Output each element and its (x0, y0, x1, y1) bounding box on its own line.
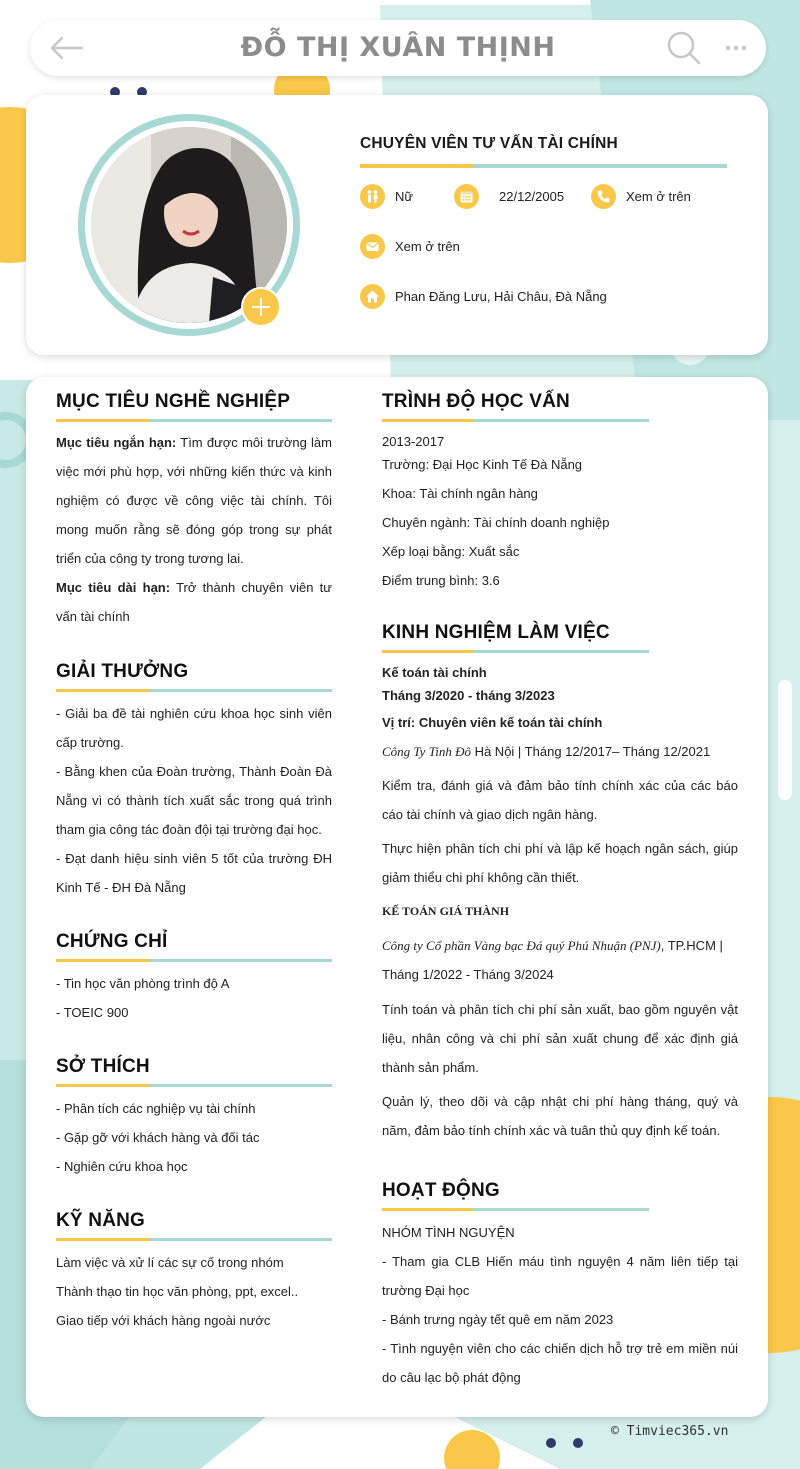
hobby-item: - Gặp gỡ với khách hàng và đối tác (56, 1130, 260, 1145)
skills-underline (56, 1238, 332, 1241)
experience-heading: KINH NGHIỆM LÀM VIỆC (382, 622, 610, 643)
job1-company-line (382, 737, 738, 766)
education-details (382, 450, 738, 595)
phone-info (591, 184, 691, 209)
job2-company-line (382, 931, 738, 989)
awards-heading: GIẢI THƯỞNG (56, 661, 189, 682)
job1-desc1: Kiểm tra, đánh giá và đảm bảo tính chính xác của các báo cáo tài chính và giao dịch ngân hàng. (382, 778, 738, 822)
certificate-item: - Tin học văn phòng trình độ A (56, 976, 230, 991)
objective-heading: MỤC TIÊU NGHỀ NGHIỆP (56, 391, 291, 412)
award-item: - Giải ba đề tài nghiên cứu khoa học sinh viên cấp trường. (56, 706, 332, 750)
certificates-heading: CHỨNG CHỈ (56, 931, 168, 952)
birthdate-value: 22/12/2005 (499, 189, 565, 204)
awards-underline (56, 689, 332, 692)
gender-info (360, 184, 413, 209)
job2-company-detail: , TP.HCM | (660, 938, 723, 953)
address-value: Phan Đăng Lưu, Hải Châu, Đà Nẵng (395, 289, 607, 304)
award-item: - Bằng khen của Đoàn trường, Thành Đoàn Đà Nẵng vì có thành tích xuất sắc trong quá trình tham gia công tác đoàn đội tại trường đại học. (56, 764, 332, 837)
more-options-icon[interactable] (724, 38, 748, 58)
job-title: CHUYÊN VIÊN TƯ VẤN TÀI CHÍNH (360, 135, 618, 152)
education-faculty: Khoa: Tài chính ngân hàng (382, 486, 538, 501)
education-major: Chuyên ngành: Tài chính doanh nghiệp (382, 515, 610, 530)
email-icon (360, 234, 385, 259)
phone-icon (591, 184, 616, 209)
top-bar (30, 20, 766, 76)
job2-desc2: Quản lý, theo dõi và cập nhật chi phí hàng tháng, quý và năm, đảm bảo tính chính xác và tuân thủ quy định kế toán. (382, 1094, 738, 1138)
activities-underline (382, 1208, 649, 1211)
birthdate-info (454, 184, 564, 209)
skill-item: Làm việc và xử lí các sự cố trong nhóm (56, 1255, 284, 1270)
gender-value: Nữ (395, 189, 414, 204)
footer-credit: © Timviec365.vn (611, 1424, 729, 1439)
home-icon (360, 284, 385, 309)
activity-item: - Tham gia CLB Hiến máu tình nguyện 4 năm liên tiếp tại trường Đại học (382, 1254, 738, 1298)
hobby-item: - Phân tích các nghiệp vụ tài chính (56, 1101, 256, 1116)
education-underline (382, 419, 649, 422)
email-info (360, 234, 460, 259)
education-gpa: Điểm trung bình: 3.6 (382, 573, 500, 588)
skills-list (56, 1248, 332, 1335)
job1-title: Kế toán tài chính (382, 665, 487, 680)
experience-underline (382, 650, 649, 653)
job1-desc2: Thực hiện phân tích chi phí và lập kế hoạch ngân sách, giúp giảm thiểu chi phí không cần thiết. (382, 841, 738, 885)
calendar-icon (454, 184, 479, 209)
skill-item: Giao tiếp với khách hàng ngoài nước (56, 1313, 271, 1328)
short-term-label: Mục tiêu ngắn hạn: (56, 435, 177, 450)
education-school: Trường: Đại Học Kinh Tế Đà Nẵng (382, 457, 583, 472)
activities-heading: HOẠT ĐỘNG (382, 1180, 500, 1201)
education-period: 2013-2017 (382, 434, 445, 449)
skill-item: Thành thạo tin học văn phòng, ppt, excel.. (56, 1284, 299, 1299)
activities-group: NHÓM TÌNH NGUYỆN (382, 1225, 515, 1240)
job1-company-detail: Hà Nội | Tháng 12/2017– Tháng 12/2021 (470, 744, 711, 759)
job2-company: Công ty Cổ phần Vàng bạc Đá quý Phú Nhuận (PNJ) (382, 938, 661, 953)
objective-underline (56, 419, 332, 422)
awards-list (56, 699, 332, 902)
certificates-underline (56, 959, 332, 962)
address-info (360, 284, 607, 309)
job-title-underline (360, 164, 727, 168)
hobbies-underline (56, 1084, 332, 1087)
main-content-card (26, 377, 768, 1417)
activity-item: - Tình nguyện viên cho các chiến dịch hỗ trợ trẻ em miền núi do câu lạc bộ phát động (382, 1341, 738, 1385)
job2-title: KẾ TOÁN GIÁ THÀNH (382, 904, 510, 918)
gender-icon (360, 184, 385, 209)
job2-desc1: Tính toán và phân tích chi phí sản xuất, bao gồm nguyên vật liệu, nhân công và chi phí sản xuất chung để xác định giá thành sản phẩm. (382, 1002, 738, 1075)
objective-text (56, 428, 332, 631)
skills-heading: KỸ NĂNG (56, 1210, 146, 1231)
activities-list (382, 1247, 738, 1392)
certificate-item: - TOEIC 900 (56, 1005, 129, 1020)
add-photo-button[interactable] (243, 289, 279, 325)
hobby-item: - Nghiên cứu khoa học (56, 1159, 188, 1174)
email-value: Xem ở trên (395, 239, 460, 254)
hobbies-heading: SỞ THÍCH (56, 1056, 150, 1077)
job1-position: Vị trí: Chuyên viên kế toán tài chính (382, 715, 603, 730)
long-term-label: Mục tiêu dài hạn: (56, 580, 171, 595)
profile-card (26, 95, 768, 355)
search-icon[interactable] (666, 30, 702, 66)
job1-period: Tháng 3/2020 - tháng 3/2023 (382, 688, 555, 703)
award-item: - Đạt danh hiệu sinh viên 5 tốt của trường ĐH Kinh Tế - ĐH Đà Nẵng (56, 851, 332, 895)
education-heading: TRÌNH ĐỘ HỌC VẤN (382, 391, 570, 412)
activity-item: - Bánh trưng ngày tết quê em năm 2023 (382, 1312, 614, 1327)
phone-value: Xem ở trên (626, 189, 691, 204)
education-grade: Xếp loại bằng: Xuất sắc (382, 544, 520, 559)
job1-company: Công Ty Tinh Đô (382, 744, 471, 759)
hobbies-list (56, 1094, 332, 1181)
long-term-text: Trở thành chuyên viên tư vấn tài chính (56, 580, 332, 624)
short-term-text: Tìm được môi trường làm việc mới phù hợp, với những kiến thức và kinh nghiệm có được về công việc tài chính. Tôi mong muốn rằng sẽ đóng góp trong sự phát triển của công ty trong tương lai. (56, 435, 332, 566)
candidate-name: ĐỖ THỊ XUÂN THỊNH (240, 32, 556, 63)
job2-period: Tháng 1/2022 - Tháng 3/2024 (382, 967, 554, 982)
certificates-list (56, 969, 332, 1027)
